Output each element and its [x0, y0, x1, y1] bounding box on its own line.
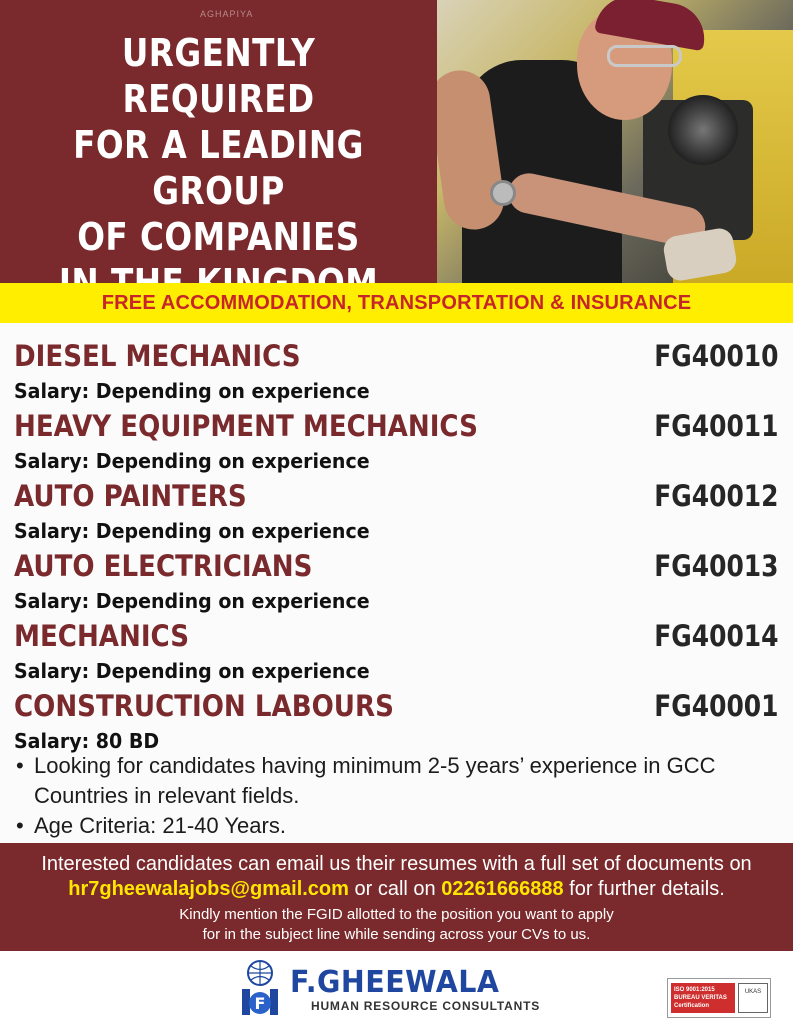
- headline-panel: [0, 0, 437, 283]
- bullet-icon: •: [16, 753, 24, 778]
- certification-badge: [667, 978, 771, 1018]
- page-headline: URGENTLY REQUIRED FOR A LEADING GROUP OF COMPANIES: [73, 31, 364, 259]
- job-title: HEAVY EQUIPMENT MECHANICS: [14, 409, 478, 443]
- phone-link[interactable]: 02261666888: [441, 878, 564, 900]
- job-title: AUTO ELECTRICIANS: [14, 549, 313, 583]
- contact-details: [0, 876, 793, 902]
- job-item: [14, 399, 779, 473]
- watermark: AGHAPIYA: [200, 9, 254, 19]
- job-salary: Salary: Depending on experience: [14, 659, 370, 683]
- job-title: DIESEL MECHANICS: [14, 339, 301, 373]
- benefits-banner: FREE ACCOMMODATION, TRANSPORTATION & INSURANCE: [0, 283, 793, 323]
- job-list: [0, 323, 793, 843]
- job-code: FG40010: [654, 339, 779, 373]
- contact-footer: [0, 843, 793, 951]
- contact-connector: or call on: [354, 878, 436, 900]
- contact-intro: Interested candidates can email us their resumes with a full set of documents on: [41, 853, 752, 875]
- job-item: [14, 329, 779, 403]
- fgid-instruction-cont: for in the subject line while sending across your CVs to us.: [202, 926, 591, 943]
- job-code: FG40011: [654, 409, 779, 443]
- svg-text:F: F: [254, 994, 266, 1013]
- requirement-item: [14, 811, 774, 841]
- job-item: [14, 539, 779, 613]
- job-salary: Salary: 80 BD: [14, 729, 160, 753]
- job-code: FG40012: [654, 479, 779, 513]
- email-link[interactable]: hr7gheewalajobs@gmail.com: [68, 878, 349, 900]
- requirement-item: [14, 751, 774, 811]
- requirements-list: [14, 751, 774, 841]
- requirement-text: Looking for candidates having minimum 2-5 years’ experience in GCC Countries in relevant fields.: [34, 753, 716, 808]
- fgid-instruction: Kindly mention the FGID allotted to the position you want to apply: [179, 906, 614, 923]
- hero-section: [0, 0, 793, 283]
- job-item: [14, 679, 779, 753]
- job-salary: Salary: Depending on experience: [14, 379, 370, 403]
- requirement-text: Age Criteria: 21-40 Years.: [34, 813, 286, 838]
- job-item: [14, 469, 779, 543]
- brand-name: F.GHEEWALA: [290, 965, 500, 1000]
- job-salary: Salary: Depending on experience: [14, 519, 370, 543]
- gheewala-logo-icon: [240, 959, 280, 1017]
- job-code: FG40013: [654, 549, 779, 583]
- brand-tagline: HUMAN RESOURCE CONSULTANTS: [311, 999, 541, 1013]
- job-title: CONSTRUCTION LABOURS: [14, 689, 394, 723]
- mechanic-photo: [437, 0, 793, 283]
- ukas-mark: UKAS: [738, 983, 768, 1013]
- job-title: MECHANICS: [14, 619, 189, 653]
- contact-tail: for further details.: [569, 878, 725, 900]
- bullet-icon: •: [16, 813, 24, 838]
- job-salary: Salary: Depending on experience: [14, 589, 370, 613]
- job-code: FG40001: [654, 689, 779, 723]
- cert-label: ISO 9001:2015 BUREAU VERITAS Certification: [671, 983, 735, 1013]
- brand-bar: [0, 951, 793, 1024]
- job-salary: Salary: Depending on experience: [14, 449, 370, 473]
- job-code: FG40014: [654, 619, 779, 653]
- job-title: AUTO PAINTERS: [14, 479, 247, 513]
- job-item: [14, 609, 779, 683]
